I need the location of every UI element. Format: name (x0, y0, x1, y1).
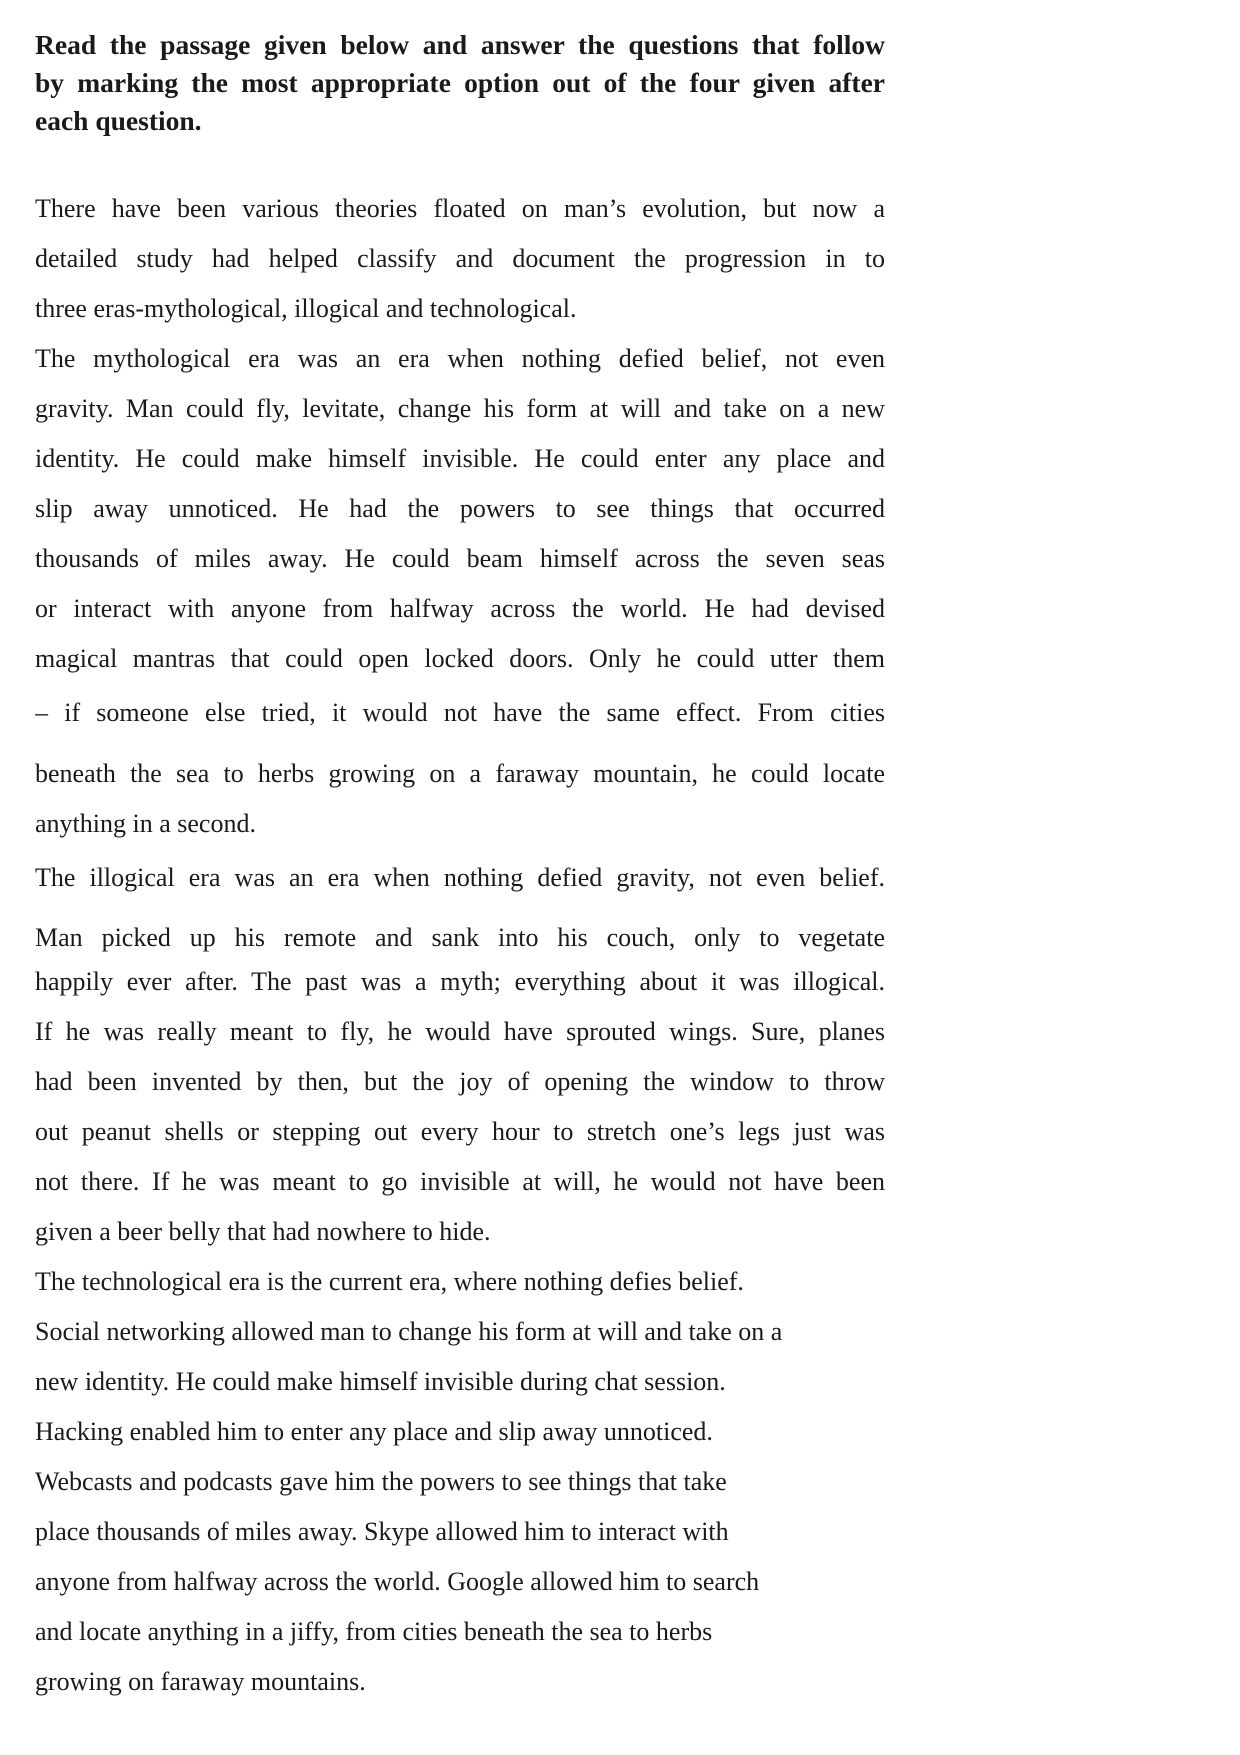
passage-line: growing on faraway mountains. (35, 1667, 366, 1696)
passage-line: Social networking allowed man to change his form at will and take on a (35, 1317, 783, 1346)
instructions-line: Read the passage given below and answer the questions that follow (35, 29, 885, 60)
passage-line: anything in a second. (35, 809, 256, 838)
passage-line: not there. If he was meant to go invisible at will, he would not have been (35, 1167, 885, 1196)
passage-line: had been invented by then, but the joy of opening the window to throw (35, 1067, 885, 1096)
passage-line: Man picked up his remote and sank into his couch, only to vegetate (35, 923, 885, 952)
passage-line: given a beer belly that had nowhere to hide. (35, 1217, 491, 1246)
passage-line: three eras-mythological, illogical and technological. (35, 294, 577, 323)
passage-line: place thousands of miles away. Skype allowed him to interact with (35, 1517, 729, 1546)
passage-line: identity. He could make himself invisible. He could enter any place and (35, 444, 885, 473)
passage-line: beneath the sea to herbs growing on a faraway mountain, he could locate (35, 759, 885, 788)
passage-line: – if someone else tried, it would not have the same effect. From cities (35, 698, 885, 727)
passage-line: detailed study had helped classify and document the progression in to (35, 244, 885, 273)
passage-line: Hacking enabled him to enter any place and slip away unnoticed. (35, 1417, 713, 1446)
passage-line: The mythological era was an era when nothing defied belief, not even (35, 344, 885, 373)
passage-line: and locate anything in a jiffy, from cities beneath the sea to herbs (35, 1617, 713, 1646)
passage-line: There have been various theories floated on man’s evolution, but now a (35, 194, 885, 223)
passage-line: or interact with anyone from halfway across the world. He had devised (35, 594, 885, 623)
passage-line: The technological era is the current era, where nothing defies belief. (35, 1267, 744, 1296)
passage-line: slip away unnoticed. He had the powers to see things that occurred (35, 494, 885, 523)
passage-line: thousands of miles away. He could beam himself across the seven seas (35, 544, 885, 573)
passage-line: new identity. He could make himself invisible during chat session. (35, 1367, 726, 1396)
passage-line: out peanut shells or stepping out every hour to stretch one’s legs just was (35, 1117, 885, 1146)
passage-line: Webcasts and podcasts gave him the powers to see things that take (35, 1467, 727, 1496)
passage-line: happily ever after. The past was a myth; everything about it was illogical. (35, 967, 885, 996)
passage-line: gravity. Man could fly, levitate, change his form at will and take on a new (35, 394, 885, 423)
passage-line: anyone from halfway across the world. Google allowed him to search (35, 1567, 760, 1596)
passage-line: The illogical era was an era when nothing defied gravity, not even belief. (35, 863, 885, 892)
passage-line: If he was really meant to fly, he would have sprouted wings. Sure, planes (35, 1017, 885, 1046)
instructions-line: each question. (35, 105, 202, 136)
passage-line: magical mantras that could open locked doors. Only he could utter them (35, 644, 885, 673)
instructions-line: by marking the most appropriate option out of the four given after (35, 67, 885, 98)
instructions-heading (35, 26, 885, 140)
